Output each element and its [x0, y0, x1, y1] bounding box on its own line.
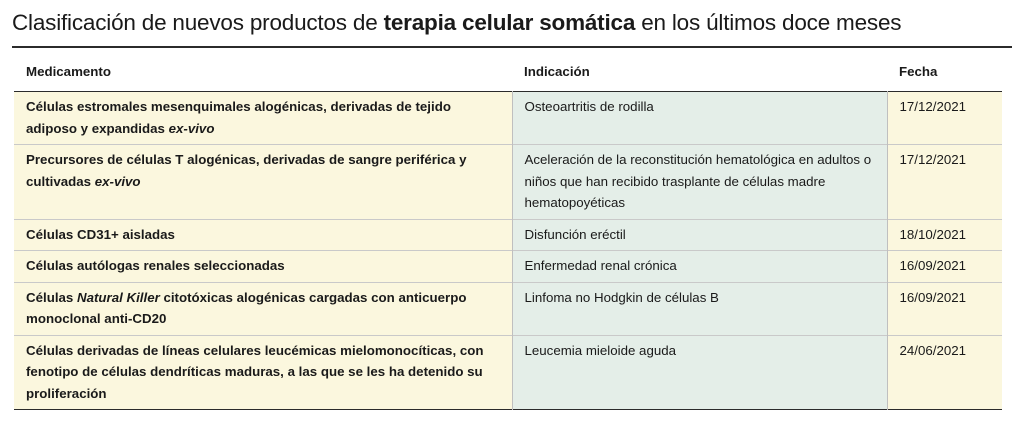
medicamento-italic-part: Natural Killer [77, 289, 160, 305]
cell-medicamento [14, 92, 512, 145]
cell-medicamento [14, 145, 512, 220]
cell-fecha: 24/06/2021 [887, 335, 1002, 410]
cell-indicacion: Leucemia mieloide aguda [512, 335, 887, 410]
cell-medicamento [14, 251, 512, 283]
cell-indicacion: Linfoma no Hodgkin de células B [512, 282, 887, 335]
table-row [14, 335, 1002, 410]
cell-medicamento [14, 335, 512, 410]
medicamento-text-part: citotóxicas alogénicas cargadas con anticuerpo monoclonal anti-CD20 [26, 289, 467, 326]
cell-indicacion: Enfermedad renal crónica [512, 251, 887, 283]
cell-indicacion: Osteoartritis de rodilla [512, 92, 887, 145]
medicamento-text-part: Células estromales mesenquimales alogénicas, derivadas de tejido adiposo y expandidas [26, 99, 451, 136]
column-header-medicamento: Medicamento [26, 64, 111, 79]
medicamento-italic-part: ex-vivo [94, 173, 141, 189]
medicamento-text-part: Células [26, 289, 77, 305]
table-row [14, 145, 1002, 220]
medicamento-text-part: Precursores de células T alogénicas, derivadas de sangre periférica y cultivadas [26, 152, 467, 189]
title-bold: terapia celular somática [383, 10, 636, 35]
cell-indicacion: Aceleración de la reconstitución hematológica en adultos o niños que han recibido trasplante de células madre hematopoyéticas [512, 145, 887, 220]
title-suffix: en los últimos doce meses [635, 10, 902, 35]
title-prefix: Clasificación de nuevos productos de [12, 10, 384, 35]
products-table [14, 57, 1002, 410]
cell-fecha: 16/09/2021 [887, 251, 1002, 283]
cell-fecha: 17/12/2021 [887, 145, 1002, 220]
table-body [14, 92, 1002, 410]
column-header-indicacion: Indicación [524, 64, 590, 79]
cell-indicacion: Disfunción eréctil [512, 219, 887, 251]
table-header-row [14, 57, 1002, 92]
page-title [12, 10, 901, 36]
cell-fecha: 18/10/2021 [887, 219, 1002, 251]
medicamento-text-part: Células derivadas de líneas celulares leucémicas mielomonocíticas, con fenotipo de células dendríticas maduras, a las que se les ha detenido su proliferación [26, 342, 484, 401]
cell-medicamento [14, 282, 512, 335]
cell-medicamento [14, 219, 512, 251]
medicamento-text-part: Células autólogas renales seleccionadas [26, 258, 285, 273]
table-row [14, 251, 1002, 283]
title-rule [12, 46, 1012, 48]
medicamento-text-part: Células CD31+ aisladas [26, 226, 175, 242]
column-header-fecha: Fecha [899, 64, 938, 79]
table-row [14, 282, 1002, 335]
cell-fecha: 17/12/2021 [887, 92, 1002, 145]
table-row [14, 219, 1002, 251]
cell-fecha: 16/09/2021 [887, 282, 1002, 335]
medicamento-italic-part: ex-vivo [168, 120, 215, 136]
table-row [14, 92, 1002, 145]
